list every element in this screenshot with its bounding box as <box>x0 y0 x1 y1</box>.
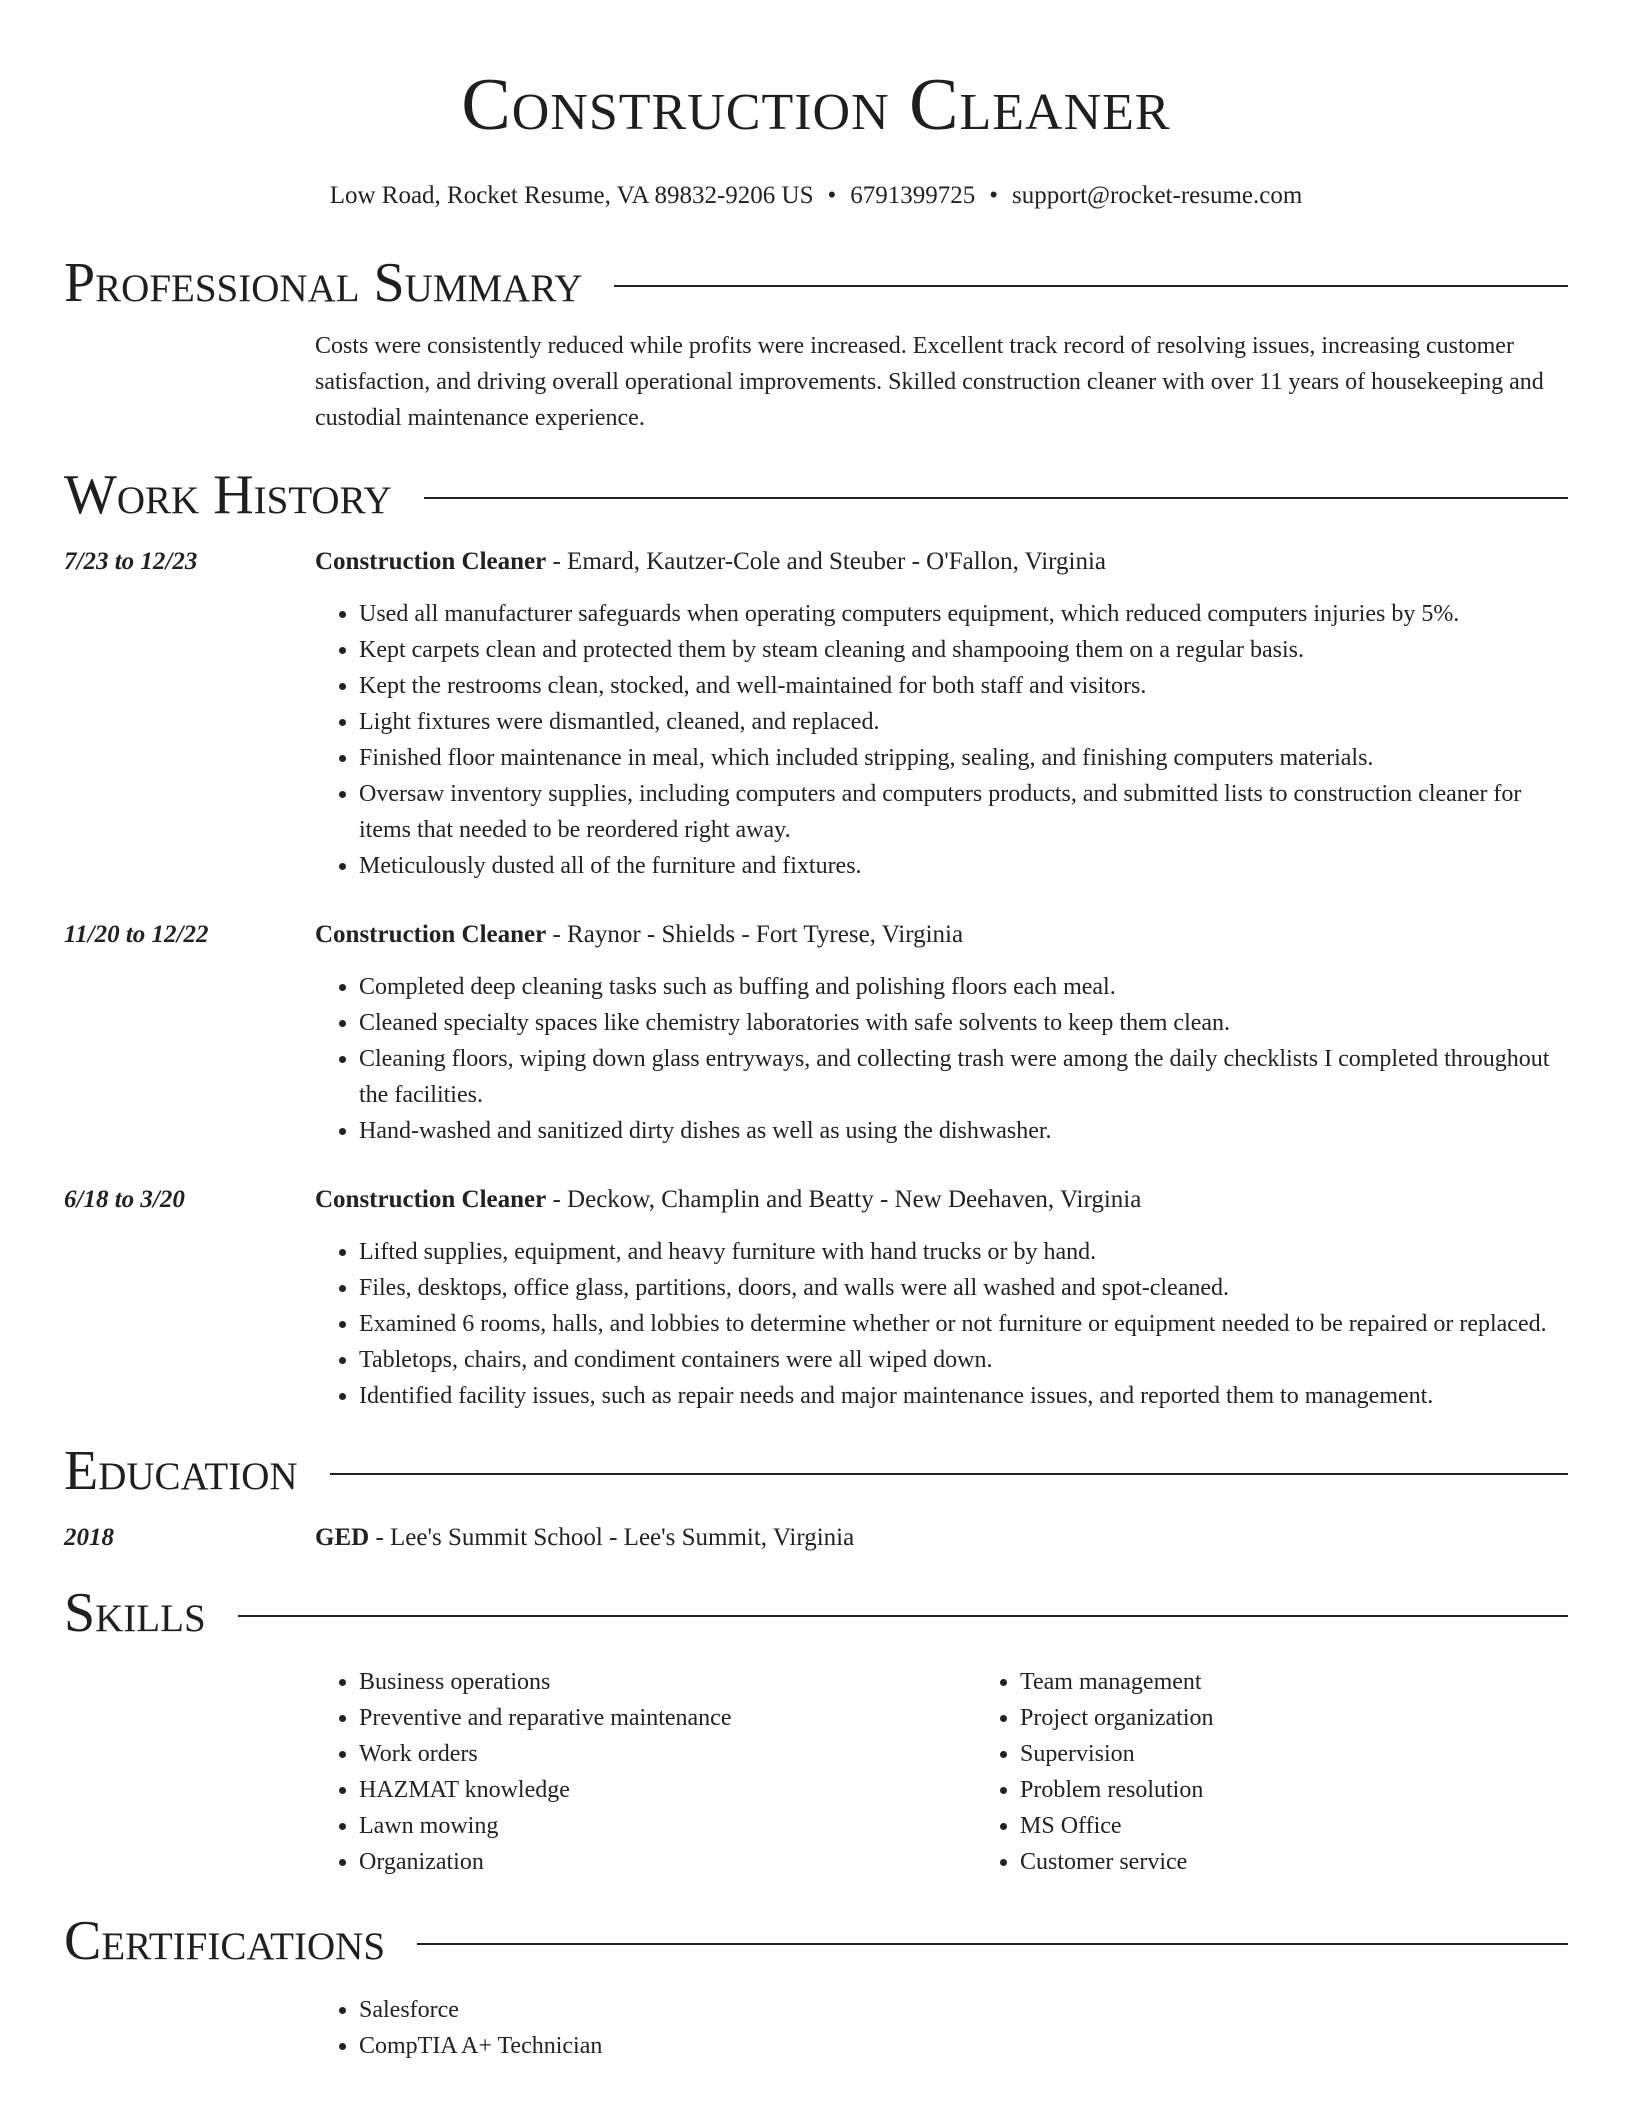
job-bullet: • Light fixtures were dismantled, cleaned, and replaced. <box>359 704 1568 740</box>
summary-text: Costs were consistently reduced while profits were increased. Excellent track record of resolving issues, increasing customer satisfaction, and driving overall operational improvements. Skilled construction cleaner with over 11 years of housekeeping and custodial maintenance experience. <box>315 333 1544 431</box>
job-bullet: • Hand-washed and sanitized dirty dishes as well as using the dishwasher. <box>359 1113 1568 1149</box>
skill-item: • Organization <box>359 1844 976 1880</box>
job-entry <box>64 1182 1568 1414</box>
job-title: Construction Cleaner <box>315 921 547 948</box>
contact-separator: • <box>827 182 837 209</box>
work-section-header <box>64 460 1568 530</box>
job-title-line <box>315 544 1568 580</box>
job-bullet: • Tabletops, chairs, and condiment containers were all wiped down. <box>359 1342 1568 1378</box>
education-section-header <box>64 1436 1568 1506</box>
skill-item: • Problem resolution <box>1020 1772 1214 1808</box>
work-heading: Work History <box>64 464 392 526</box>
skill-item: • Preventive and reparative maintenance <box>359 1700 976 1736</box>
skills-left-spacer <box>64 1664 315 1880</box>
candidate-name: Construction Cleaner <box>461 64 1171 146</box>
certifications-body <box>315 1992 1568 2064</box>
education-school: - Lee's Summit School - Lee's Summit, Virginia <box>369 1524 855 1551</box>
job-employer: - Raynor - Shields - Fort Tyrese, Virginia <box>546 921 964 948</box>
job-bullets <box>315 969 1568 1149</box>
job-dates: 6/18 to 3/20 <box>64 1186 185 1213</box>
job-body <box>315 1182 1568 1414</box>
certifications-section-header <box>64 1906 1568 1976</box>
skill-item: • Supervision <box>1020 1736 1214 1772</box>
education-entry <box>64 1520 1568 1556</box>
job-bullet: • Used all manufacturer safeguards when operating computers equipment, which reduced computers injuries by 5%. <box>359 596 1568 632</box>
skill-item: • Team management <box>1020 1664 1214 1700</box>
job-employer: - Emard, Kautzer-Cole and Steuber - O'Fallon, Virginia <box>546 548 1106 575</box>
job-title: Construction Cleaner <box>315 1186 547 1213</box>
resume-page <box>64 0 1568 2064</box>
certifications-list <box>315 1992 1568 2064</box>
job-bullet: • Identified facility issues, such as repair needs and major maintenance issues, and reported them to management. <box>359 1378 1568 1414</box>
section-divider <box>424 497 1568 499</box>
contact-line <box>64 178 1568 214</box>
section-divider <box>238 1615 1568 1617</box>
skill-item: • Business operations <box>359 1664 976 1700</box>
job-title-line <box>315 1182 1568 1218</box>
job-entry <box>64 917 1568 1149</box>
job-body <box>315 917 1568 1149</box>
skill-item: • Work orders <box>359 1736 976 1772</box>
contact-separator: • <box>989 182 999 209</box>
contact-address: Low Road, Rocket Resume, VA 89832-9206 US <box>329 182 814 209</box>
education-line <box>315 1520 1568 1556</box>
skills-list-left <box>315 1664 976 1880</box>
skills-grid <box>315 1664 1568 1880</box>
summary-heading: Professional Summary <box>64 252 583 314</box>
skills-row <box>64 1664 1568 1880</box>
section-divider <box>614 285 1568 287</box>
job-bullet: • Cleaned specialty spaces like chemistry laboratories with safe solvents to keep them clean. <box>359 1005 1568 1041</box>
job-bullets <box>315 596 1568 884</box>
contact-email: support@rocket-resume.com <box>1012 182 1303 209</box>
skill-item: • Project organization <box>1020 1700 1214 1736</box>
job-dates: 7/23 to 12/23 <box>64 548 198 575</box>
certification-item: • Salesforce <box>359 1992 1568 2028</box>
job-bullet: • Meticulously dusted all of the furniture and fixtures. <box>359 848 1568 884</box>
education-degree: GED <box>315 1524 370 1551</box>
skill-item: • Lawn mowing <box>359 1808 976 1844</box>
skill-item: • MS Office <box>1020 1808 1214 1844</box>
section-divider <box>330 1473 1568 1475</box>
job-bullet: • Oversaw inventory supplies, including computers and computers products, and submitted lists to construction cleaner for items that needed to be reordered right away. <box>359 776 1568 848</box>
job-dates: 11/20 to 12/22 <box>64 921 209 948</box>
job-employer: - Deckow, Champlin and Beatty - New Deehaven, Virginia <box>546 1186 1142 1213</box>
job-bullet: • Completed deep cleaning tasks such as buffing and polishing floors each meal. <box>359 969 1568 1005</box>
job-bullet: • Finished floor maintenance in meal, which included stripping, sealing, and finishing computers materials. <box>359 740 1568 776</box>
job-bullet: • Files, desktops, office glass, partitions, doors, and walls were all washed and spot-cleaned. <box>359 1270 1568 1306</box>
job-title-line <box>315 917 1568 953</box>
job-entry <box>64 544 1568 884</box>
certifications-left-spacer <box>64 1992 315 2064</box>
job-bullet: • Lifted supplies, equipment, and heavy furniture with hand trucks or by hand. <box>359 1234 1568 1270</box>
job-bullet: • Examined 6 rooms, halls, and lobbies to determine whether or not furniture or equipment needed to be repaired or replaced. <box>359 1306 1568 1342</box>
summary-left-spacer <box>64 328 315 436</box>
skill-item: • Customer service <box>1020 1844 1214 1880</box>
contact-phone: 6791399725 <box>850 182 976 209</box>
summary-row <box>64 328 1568 436</box>
job-bullet: • Kept carpets clean and protected them by steam cleaning and shampooing them on a regular basis. <box>359 632 1568 668</box>
certifications-row <box>64 1992 1568 2064</box>
skills-heading: Skills <box>64 1582 206 1644</box>
education-heading: Education <box>64 1440 298 1502</box>
job-bullet: • Cleaning floors, wiping down glass entryways, and collecting trash were among the daily checklists I completed throughout the facilities. <box>359 1041 1568 1113</box>
skills-list-right <box>976 1664 1214 1880</box>
certifications-heading: Certifications <box>64 1910 386 1972</box>
summary-section-header <box>64 248 1568 318</box>
job-bullet: • Kept the restrooms clean, stocked, and well-maintained for both staff and visitors. <box>359 668 1568 704</box>
skills-section-header <box>64 1578 1568 1648</box>
education-year: 2018 <box>64 1524 114 1551</box>
skill-item: • HAZMAT knowledge <box>359 1772 976 1808</box>
job-title: Construction Cleaner <box>315 548 547 575</box>
job-body <box>315 544 1568 884</box>
job-bullets <box>315 1234 1568 1414</box>
certification-item: • CompTIA A+ Technician <box>359 2028 1568 2064</box>
section-divider <box>417 1943 1568 1945</box>
